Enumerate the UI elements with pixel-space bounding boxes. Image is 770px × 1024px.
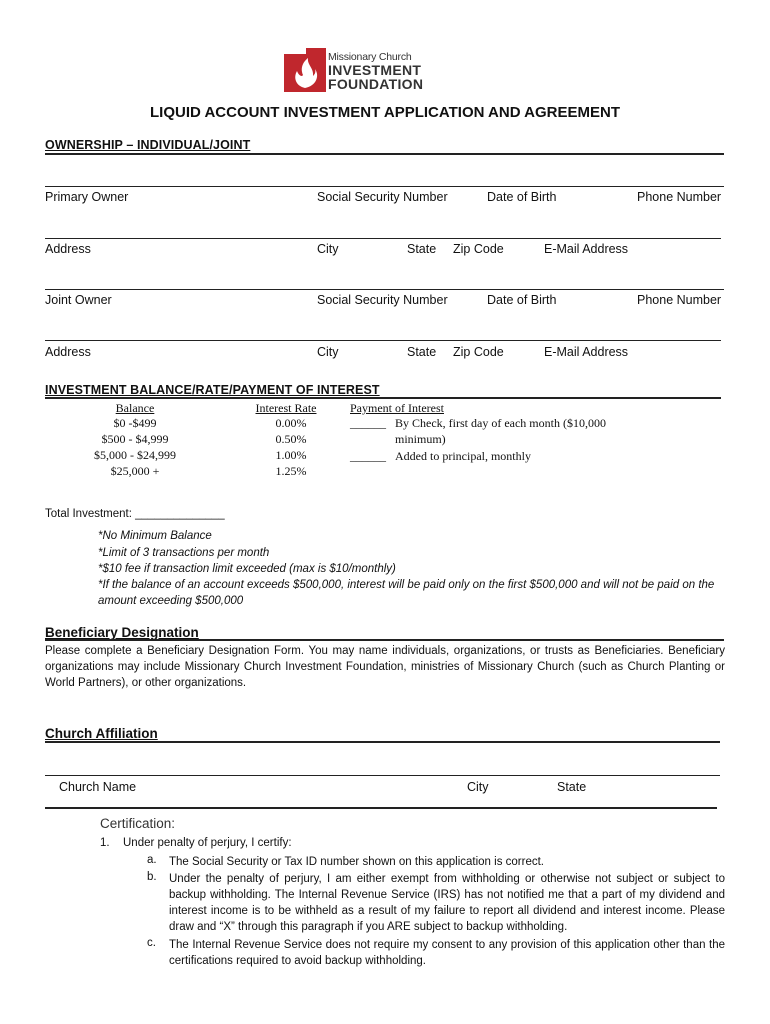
page-title: LIQUID ACCOUNT INVESTMENT APPLICATION AND AGREEMENT — [150, 104, 620, 121]
church-state-label: State — [557, 780, 587, 794]
payment-header: Payment of Interest — [350, 401, 444, 415]
dob-label: Date of Birth — [487, 190, 557, 204]
balance-cell: $0 -$499 — [113, 416, 157, 430]
balance-header: Balance — [115, 401, 155, 415]
address-field-line[interactable] — [45, 238, 721, 239]
church-heading: Church Affiliation — [45, 726, 158, 741]
primary-owner-label: Primary Owner — [45, 190, 129, 204]
pay-principal-blank[interactable]: ______ — [350, 449, 386, 463]
dob-label: Date of Birth — [487, 293, 557, 307]
church-name-field-line[interactable] — [45, 775, 720, 776]
pay-check-blank[interactable]: ______ — [350, 416, 386, 430]
total-investment-field[interactable]: Total Investment: ______________ — [45, 508, 225, 520]
address-label: Address — [45, 242, 91, 256]
phone-label: Phone Number — [637, 190, 722, 204]
divider — [45, 741, 720, 743]
church-name-label: Church Name — [59, 780, 137, 794]
flame-logo-icon — [284, 48, 326, 92]
logo-line2: INVESTMENT — [328, 62, 422, 78]
rate-cell: 1.25% — [275, 464, 307, 478]
state-label: State — [407, 345, 437, 359]
pay-check-label-cont: minimum) — [395, 432, 446, 446]
cert-subitem-text: The Social Security or Tax ID number shown on this application is correct. — [169, 856, 544, 868]
ssn-label: Social Security Number — [317, 293, 448, 307]
cert-item-text: Under penalty of perjury, I certify: — [123, 837, 292, 849]
rate-cell: 1.00% — [275, 448, 307, 462]
logo — [284, 48, 444, 94]
city-label: City — [317, 242, 339, 256]
balance-cell: $25,000 + — [110, 464, 160, 478]
rate-cell: 0.00% — [275, 416, 307, 430]
note: *If the balance of an account exceeds $500,000, interest will be paid only on the first $500,000 and will not be paid on the — [98, 579, 715, 591]
note: amount exceeding $500,000 — [98, 595, 244, 607]
rate-cell: 0.50% — [275, 432, 307, 446]
cert-subitem-text: The Internal Revenue Service does not require my consent to any provision of this application other than the certifications required to avoid backup withholding. — [169, 939, 725, 967]
investment-heading: INVESTMENT BALANCE/RATE/PAYMENT OF INTEREST — [45, 383, 380, 397]
zip-label: Zip Code — [453, 242, 504, 256]
cert-subitem-text: Under the penalty of perjury, I am either exempt from withholding or otherwise not subject or subject to backup withholding. The Internal Revenue Service (IRS) has not notified me that a part of my dividend and interest income is to be withheld as a result of my failure to report all dividend and interest income. Please draw and “X” through this paragraph if you ARE subject to backup withholding. — [169, 873, 725, 933]
ssn-label: Social Security Number — [317, 190, 448, 204]
joint-owner-field-line[interactable] — [45, 289, 724, 290]
cert-subitem-label: b. — [147, 871, 157, 883]
note: *No Minimum Balance — [98, 530, 212, 542]
note: *$10 fee if transaction limit exceeded (max is $10/monthly) — [98, 563, 396, 575]
cert-item-number: 1. — [100, 837, 110, 849]
divider — [45, 153, 724, 155]
zip-label: Zip Code — [453, 345, 504, 359]
city-label: City — [317, 345, 339, 359]
email-label: E-Mail Address — [544, 242, 629, 256]
cert-subitem-label: c. — [147, 937, 156, 949]
state-label: State — [407, 242, 437, 256]
primary-owner-field-line[interactable] — [45, 186, 724, 187]
joint-address-field-line[interactable] — [45, 340, 721, 341]
logo-line3: FOUNDATION — [328, 76, 424, 92]
pay-check-label: By Check, first day of each month ($10,000 — [395, 416, 606, 430]
divider — [45, 807, 717, 809]
pay-principal-label: Added to principal, monthly — [395, 449, 531, 463]
beneficiary-text: Please complete a Beneficiary Designation Form. You may name individuals, organizations, or trusts as Beneficiaries. Beneficiary organizations may include Missionary Church Investment Foundation, ministries of Missionary Church (such as Church Planting or World Partners), or other organizations. — [45, 645, 725, 689]
phone-label: Phone Number — [637, 293, 722, 307]
note: *Limit of 3 transactions per month — [98, 547, 270, 559]
address-label: Address — [45, 345, 91, 359]
joint-owner-label: Joint Owner — [45, 293, 112, 307]
rate-header: Interest Rate — [255, 401, 317, 415]
balance-cell: $500 - $4,999 — [101, 432, 169, 446]
email-label: E-Mail Address — [544, 345, 629, 359]
balance-cell: $5,000 - $24,999 — [94, 448, 176, 462]
church-city-label: City — [467, 780, 489, 794]
cert-subitem-label: a. — [147, 854, 157, 866]
logo-line1: Missionary Church — [328, 51, 412, 63]
ownership-heading: OWNERSHIP – INDIVIDUAL/JOINT — [45, 138, 251, 152]
beneficiary-heading: Beneficiary Designation — [45, 625, 199, 640]
certification-heading: Certification: — [100, 816, 176, 831]
divider — [45, 397, 721, 399]
divider — [45, 639, 724, 641]
